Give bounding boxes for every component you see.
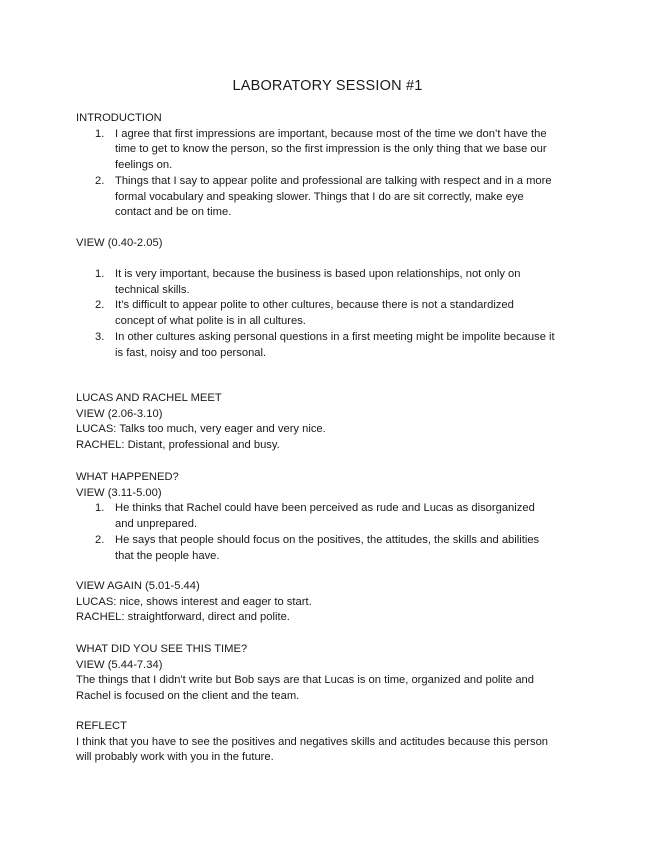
list-number: 1.	[95, 502, 105, 515]
list-text-line: He says that people should focus on the positives, the attitudes, the skills and abilities	[115, 533, 540, 546]
reflect-heading: REFLECT	[76, 720, 127, 732]
thistime-heading: WHAT DID YOU SEE THIS TIME?	[76, 643, 248, 655]
again-lucas: LUCAS: nice, shows interest and eager to start.	[76, 595, 312, 608]
list-number: 1.	[95, 127, 105, 140]
list-text-line: In other cultures asking personal questions in a first meeting might be impolite because it	[115, 330, 555, 343]
reflect-section	[76, 719, 586, 766]
list-text-line: It is very important, because the business is based upon relationships, not only on	[115, 268, 521, 280]
view1-list	[76, 267, 586, 361]
list-text-line: feelings on.	[115, 159, 173, 172]
again-view: VIEW AGAIN (5.01-5.44)	[76, 580, 200, 592]
introduction-list	[76, 127, 586, 221]
thistime-view: VIEW (5.44-7.34)	[76, 658, 163, 671]
list-text-line: I agree that first impressions are important, because most of the time we don’t have the	[115, 127, 547, 140]
list-item	[76, 501, 586, 532]
introduction-heading: INTRODUCTION	[76, 112, 162, 124]
again-rachel: RACHEL: straightforward, direct and polite.	[76, 611, 290, 624]
list-text-line: contact and be on time.	[115, 206, 232, 219]
list-text-line: formal vocabulary and speaking slower. Things that I do are sit correctly, make eye	[115, 190, 524, 203]
list-number: 1.	[95, 268, 105, 280]
list-text-line: technical skills.	[115, 283, 190, 296]
introduction-section	[76, 111, 586, 221]
meet-section	[76, 391, 586, 454]
list-text-line: He thinks that Rachel could have been perceived as rude and Lucas as disorganized	[115, 502, 535, 515]
thistime-text-line: Rachel is focused on the client and the team.	[76, 690, 300, 703]
meet-lucas: LUCAS: Talks too much, very eager and very nice.	[76, 423, 326, 436]
meet-rachel: RACHEL: Distant, professional and busy.	[76, 439, 280, 452]
view1-section	[76, 236, 586, 252]
view1-list-block	[76, 267, 586, 361]
happened-section	[76, 470, 586, 564]
list-text-line: and unprepared.	[115, 518, 198, 531]
list-text-line: time to get to know the person, so the first impression is the only thing that we base our	[115, 143, 547, 156]
meet-heading: LUCAS AND RACHEL MEET	[76, 392, 222, 404]
list-number: 3.	[95, 330, 105, 343]
happened-heading: WHAT HAPPENED?	[76, 471, 179, 483]
thistime-section	[76, 642, 586, 705]
list-number: 2.	[95, 533, 105, 546]
list-item	[76, 330, 586, 361]
happened-view: VIEW (3.11-5.00)	[76, 486, 162, 499]
list-item	[76, 533, 586, 564]
reflect-text-line: I think that you have to see the positives and negatives skills and actitudes because this person	[76, 735, 549, 748]
list-item	[76, 174, 586, 221]
view1-heading: VIEW (0.40-2.05)	[76, 237, 163, 249]
list-text-line: concept of what polite is in all cultures.	[115, 315, 306, 328]
list-item	[76, 127, 586, 174]
list-item	[76, 267, 586, 298]
list-text-line: is fast, noisy and too personal.	[115, 346, 267, 359]
list-text-line: that the people have.	[115, 549, 220, 562]
list-text-line: Things that I say to appear polite and professional are talking with respect and in a more	[115, 174, 552, 187]
list-number: 2.	[95, 174, 105, 187]
thistime-text-line: The things that I didn't write but Bob says are that Lucas is on time, organized and polite and	[76, 674, 534, 687]
page-title: LABORATORY SESSION #1	[232, 78, 423, 94]
reflect-text-line: will probably work with you in the future.	[76, 751, 274, 764]
meet-view: VIEW (2.06-3.10)	[76, 407, 163, 420]
list-text-line: It’s difficult to appear polite to other cultures, because there is not a standardized	[115, 299, 514, 312]
again-section	[76, 579, 586, 626]
list-item	[76, 298, 586, 329]
happened-list	[76, 501, 586, 564]
list-number: 2.	[95, 299, 105, 312]
